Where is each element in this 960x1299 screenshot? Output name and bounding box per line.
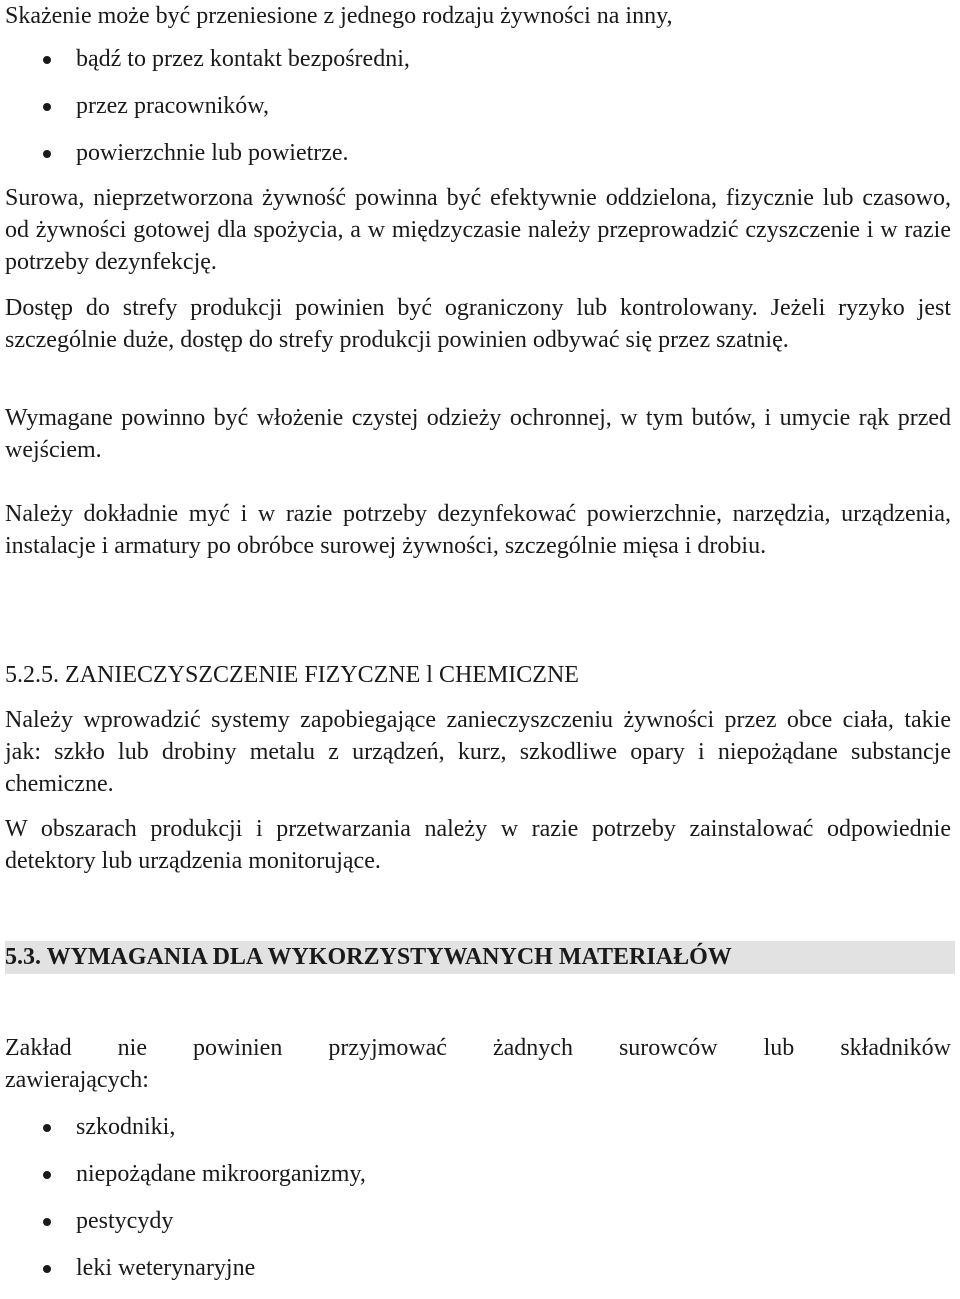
- list-item: [0, 137, 940, 184]
- raw-food-paragraph: Surowa, nieprzetworzona żywność powinna być efektywnie oddzielona, fizycznie lub czasowo, od żywności gotowej dla spożycia, a w międzyczasie należy przeprowadzić czyszczenie i w razie potrzeby dezynfekcję.: [5, 185, 951, 275]
- word: lub: [763, 1035, 795, 1061]
- bullet-icon: [43, 103, 51, 111]
- list-item: [0, 90, 940, 137]
- bullet-icon: [43, 1171, 51, 1179]
- word: żadnych: [492, 1035, 573, 1061]
- list-item-label: szkodniki,: [76, 1114, 176, 1140]
- detectors-paragraph: W obszarach produkcji i przetwarzania należy w razie potrzeby zainstalować odpowiednie detektory lub urządzenia monitorujące.: [5, 816, 951, 874]
- word: składników: [840, 1035, 951, 1061]
- cleaning-paragraph: Należy dokładnie myć i w razie potrzeby dezynfekować powierzchnie, narzędzia, urządzenia, instalacje i armatury po obróbce surowej żywności, szczególnie mięsa i drobiu.: [5, 501, 951, 559]
- list-item-label: leki weterynaryjne: [76, 1255, 256, 1281]
- materials-intro: [5, 1032, 951, 1096]
- list-item: [0, 1158, 940, 1205]
- bullet-icon: [43, 56, 51, 64]
- prohibited-materials-list: [0, 1111, 940, 1299]
- bullet-icon: [43, 150, 51, 158]
- bullet-icon: [43, 1265, 51, 1273]
- list-item-label: bądź to przez kontakt bezpośredni,: [76, 46, 410, 72]
- list-item: [0, 43, 940, 90]
- materials-intro-line-2: zawierających:: [5, 1067, 149, 1093]
- clothing-paragraph: Wymagane powinno być włożenie czystej odzieży ochronnej, w tym butów, i umycie rąk przed wejściem.: [5, 405, 951, 463]
- bullet-icon: [43, 1218, 51, 1226]
- contamination-routes-list: [0, 43, 940, 184]
- list-item-label: przez pracowników,: [76, 93, 270, 119]
- list-item: [0, 1205, 940, 1252]
- word: nie: [117, 1035, 147, 1061]
- bullet-icon: [43, 1124, 51, 1132]
- word: powinien: [193, 1035, 283, 1061]
- list-item-label: pestycydy: [76, 1208, 174, 1234]
- word: przyjmować: [328, 1035, 447, 1061]
- word: Zakład: [5, 1035, 72, 1061]
- list-item-label: powierzchnie lub powietrze.: [76, 140, 349, 166]
- list-item: [0, 1252, 940, 1299]
- section-525-title: 5.2.5. ZANIECZYSZCZENIE FIZYCZNE l CHEMICZNE: [5, 662, 579, 688]
- list-item: [0, 1111, 940, 1158]
- intro-paragraph: Skażenie może być przeniesione z jednego rodzaju żywności na inny,: [5, 3, 673, 29]
- list-item-label: niepożądane mikroorganizmy,: [76, 1161, 366, 1187]
- materials-intro-line: [5, 1032, 951, 1064]
- prevention-paragraph: Należy wprowadzić systemy zapobiegające zanieczyszczeniu żywności przez obce ciała, takie jak: szkło lub drobiny metalu z urządzeń, kurz, szkodliwe opary i niepożądane substancje chemiczne.: [5, 707, 951, 797]
- access-paragraph: Dostęp do strefy produkcji powinien być ograniczony lub kontrolowany. Jeżeli ryzyko jest szczególnie duże, dostęp do strefy produkcji powinien odbywać się przez szatnię.: [5, 295, 951, 353]
- section-53-title: 5.3. WYMAGANIA DLA WYKORZYSTYWANYCH MATERIAŁÓW: [5, 944, 732, 970]
- section-53-heading-band: [5, 941, 955, 974]
- word: surowców: [618, 1035, 718, 1061]
